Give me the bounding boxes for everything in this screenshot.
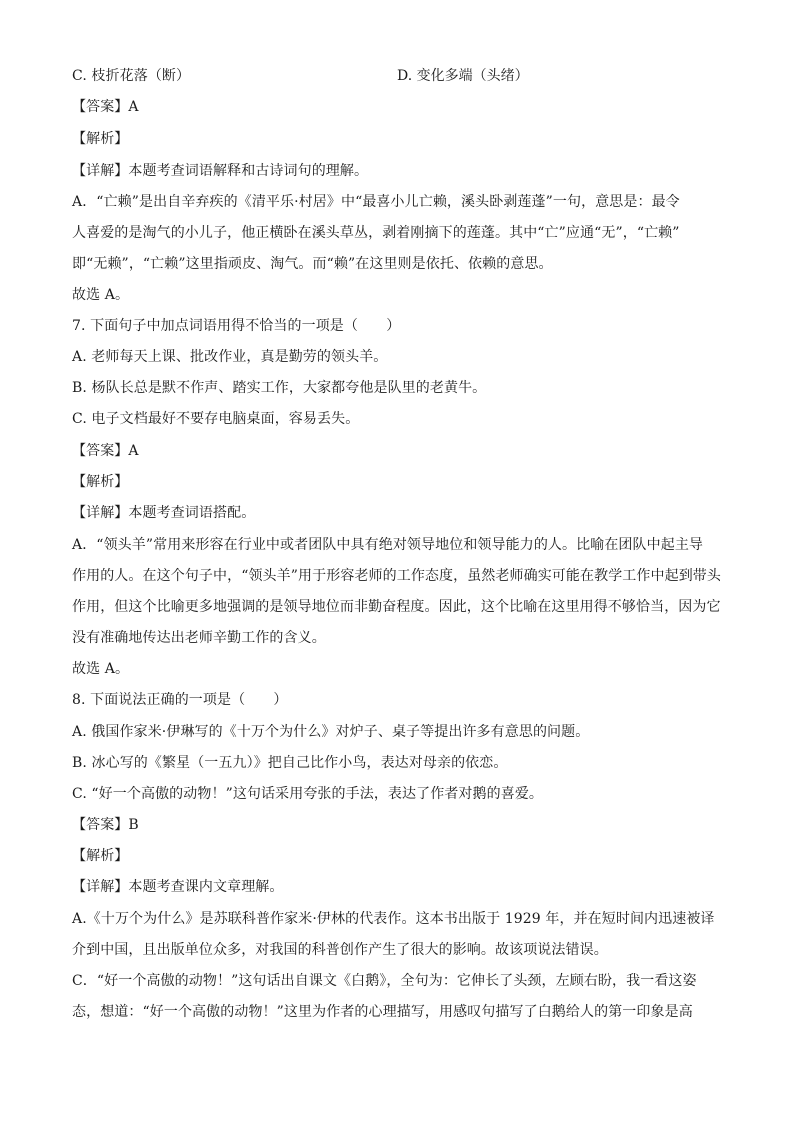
q7-analysis-heading: 【解析】	[72, 474, 129, 490]
q7-stem: 7. 下面句子中加点词语用得不恰当的一项是（ ）	[72, 318, 401, 334]
q8-explanation-a-line-2: 介到中国，且出版单位众多，对我国的科普创作产生了很大的影响。故该项说法错误。	[72, 942, 608, 958]
q7-explanation-line-4: 没有准确地传达出老师辛勤工作的含义。	[72, 630, 326, 646]
q7-option-b: B. 杨队长总是默不作声、踏实工作，大家都夸他是队里的老黄牛。	[72, 380, 487, 396]
q8-answer: 【答案】B	[72, 817, 139, 833]
q8-analysis-heading: 【解析】	[72, 848, 129, 864]
q8-explanation-c-line-2: 态，想道：“好一个高傲的动物！”这里为作者的心理描写，用感叹句描写了白鹅给人的第一印象是高	[72, 1004, 693, 1020]
q6-explanation-line-3: 即“无赖”，“亡赖”这里指顽皮、淘气。而“赖”在这里则是依托、依赖的意思。	[72, 256, 553, 272]
q6-option-d: D. 变化多端（头绪）	[397, 68, 529, 84]
q6-detail: 【详解】本题考查词语解释和古诗词句的理解。	[72, 163, 369, 179]
q7-explanation-line-1: A．“领头羊”常用来形容在行业中或者团队中具有绝对领导地位和领导能力的人。比喻在团队中起主导	[72, 537, 704, 553]
q7-explanation-line-2: 作用的人。在这个句子中，“领头羊”用于形容老师的工作态度，虽然老师确实可能在教学工作中起到带头	[72, 568, 722, 584]
q7-conclusion: 故选 A。	[72, 661, 130, 677]
q7-explanation-line-3: 作用，但这个比喻更多地强调的是领导地位而非勤奋程度。因此，这个比喻在这里用得不够恰当，因为它	[72, 599, 721, 615]
q8-option-a: A. 俄国作家米·伊琳写的《十万个为什么》对炉子、桌子等提出许多有意思的问题。	[72, 724, 590, 740]
q8-option-c: C. “好一个高傲的动物！”这句话采用夸张的手法，表达了作者对鹅的喜爱。	[72, 786, 544, 802]
q7-option-a: A. 老师每天上课、批改作业，真是勤劳的领头羊。	[72, 349, 388, 365]
q7-detail: 【详解】本题考查词语搭配。	[72, 505, 256, 521]
q8-explanation-a-line-1: A.《十万个为什么》是苏联科普作家米·伊林的代表作。这本书出版于 1929 年，并在短时间内迅速被译	[72, 911, 715, 927]
q6-explanation-line-2: 人喜爱的是淘气的小儿子，他正横卧在溪头草丛，剥着刚摘下的莲蓬。其中“亡”应通“无”，“亡赖”	[72, 225, 680, 241]
q8-stem: 8. 下面说法正确的一项是（ ）	[72, 692, 288, 708]
q7-option-c: C. 电子文档最好不要存电脑桌面，容易丢失。	[72, 411, 360, 427]
q8-detail: 【详解】本题考查课内文章理解。	[72, 879, 284, 895]
q7-answer: 【答案】A	[72, 443, 139, 459]
q6-analysis-heading: 【解析】	[72, 131, 129, 147]
q6-conclusion: 故选 A。	[72, 287, 130, 303]
q8-option-b: B. 冰心写的《繁星（一五九）》把自己比作小鸟，表达对母亲的依恋。	[72, 755, 508, 771]
q6-explanation-line-1: A．“亡赖”是出自辛弃疾的《清平乐·村居》中“最喜小儿亡赖，溪头卧剥莲蓬”一句，意思是：最令	[72, 194, 680, 210]
q6-answer: 【答案】A	[72, 99, 139, 115]
q8-explanation-c-line-1: C．“好一个高傲的动物！”这句话出自课文《白鹅》，全句为：它伸长了头颈，左顾右盼，我一看这姿	[72, 973, 697, 989]
q6-option-c: C. 枝折花落（断）	[72, 68, 191, 84]
